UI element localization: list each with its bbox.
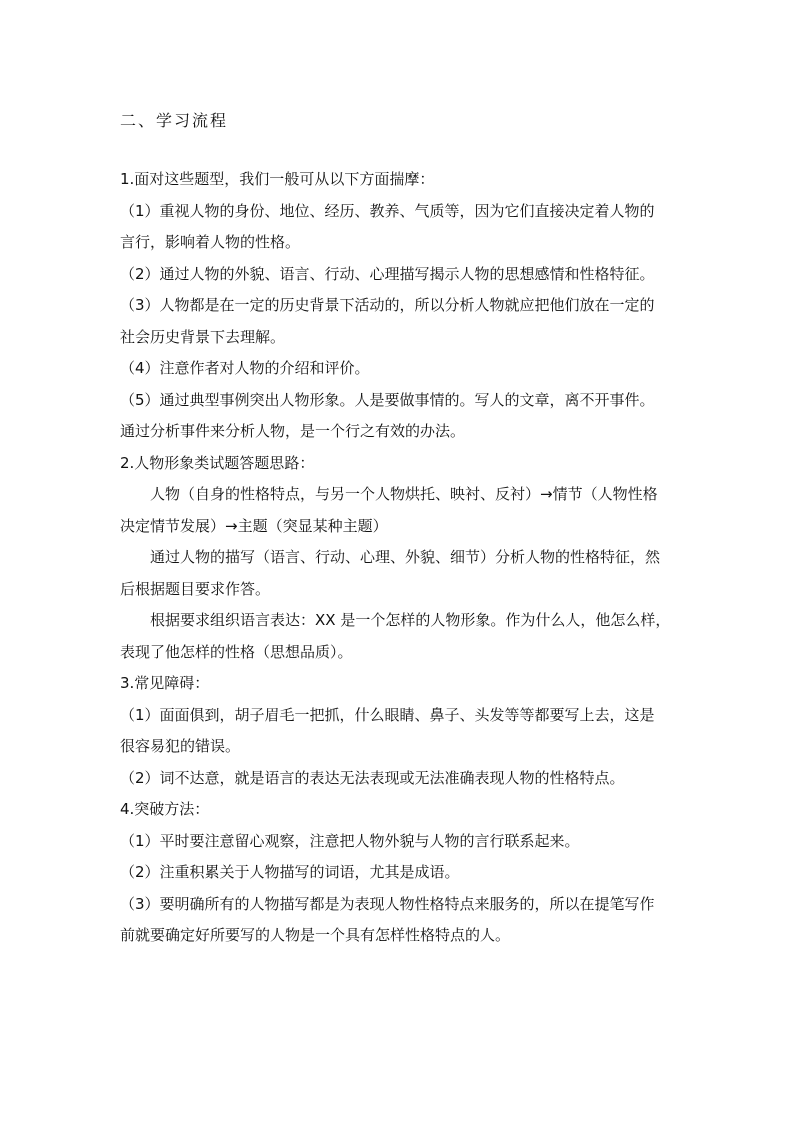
text-line: 1.面对这些题型，我们一般可从以下方面揣摩：: [120, 170, 435, 188]
text-line: 3.常见障碍：: [120, 674, 210, 692]
text-line: 通过分析事件来分析人物，是一个行之有效的办法。: [120, 422, 466, 440]
text-line: 通过人物的描写（语言、行动、心理、外貌、细节）分析人物的性格特征，然: [150, 548, 661, 566]
text-line: （3）人物都是在一定的历史背景下活动的，所以分析人物就应把他们放在一定的: [120, 296, 655, 314]
text-line: 言行，影响着人物的性格。: [120, 233, 301, 251]
text-line: （2）注重积累关于人物描写的词语，尤其是成语。: [120, 863, 460, 881]
text-line: （3）要明确所有的人物描写都是为表现人物性格特点来服务的，所以在提笔写作: [120, 894, 655, 913]
text-line: （4）注意作者对人物的介绍和评价。: [120, 359, 370, 377]
text-line: 决定情节发展）→主题（突显某种主题）: [120, 516, 388, 535]
document-body: [120, 164, 685, 952]
text-line: 很容易犯的错误。: [120, 737, 241, 755]
text-line: （5）通过典型事例突出人物形象。人是要做事情的。写人的文章，离不开事件。: [120, 390, 655, 409]
text-line: 前就要确定好所要写的人物是一个具有怎样性格特点的人。: [120, 926, 511, 944]
text-line: （1）平时要注意留心观察，注意把人物外貌与人物的言行联系起来。: [120, 831, 580, 850]
text-line: 人物（自身的性格特点，与另一个人物烘托、映衬、反衬）→情节（人物性格: [150, 485, 658, 503]
text-line: （1）重视人物的身份、地位、经历、教养、气质等，因为它们直接决定着人物的: [120, 201, 655, 220]
text-line: （2）词不达意，就是语言的表达无法表现或无法准确表现人物的性格特点。: [120, 768, 625, 787]
text-line: 社会历史背景下去理解。: [120, 327, 286, 346]
text-line: 根据要求组织语言表达：XX 是一个怎样的人物形象。作为什么人，他怎么样，: [150, 611, 671, 629]
text-line: 后根据题目要求作答。: [120, 579, 271, 598]
text-line: 表现了他怎样的性格（思想品质）。: [120, 642, 353, 661]
text-line: 4.突破方法：: [120, 800, 210, 818]
text-line: 2.人物形象类试题答题思路：: [120, 453, 315, 472]
text-line: （2）通过人物的外貌、语言、行动、心理描写揭示人物的思想感情和性格特征。: [120, 264, 655, 283]
section-heading: 二、学习流程: [120, 111, 229, 130]
text-line: （1）面面俱到，胡子眉毛一把抓，什么眼睛、鼻子、头发等等都要写上去，这是: [120, 705, 655, 724]
